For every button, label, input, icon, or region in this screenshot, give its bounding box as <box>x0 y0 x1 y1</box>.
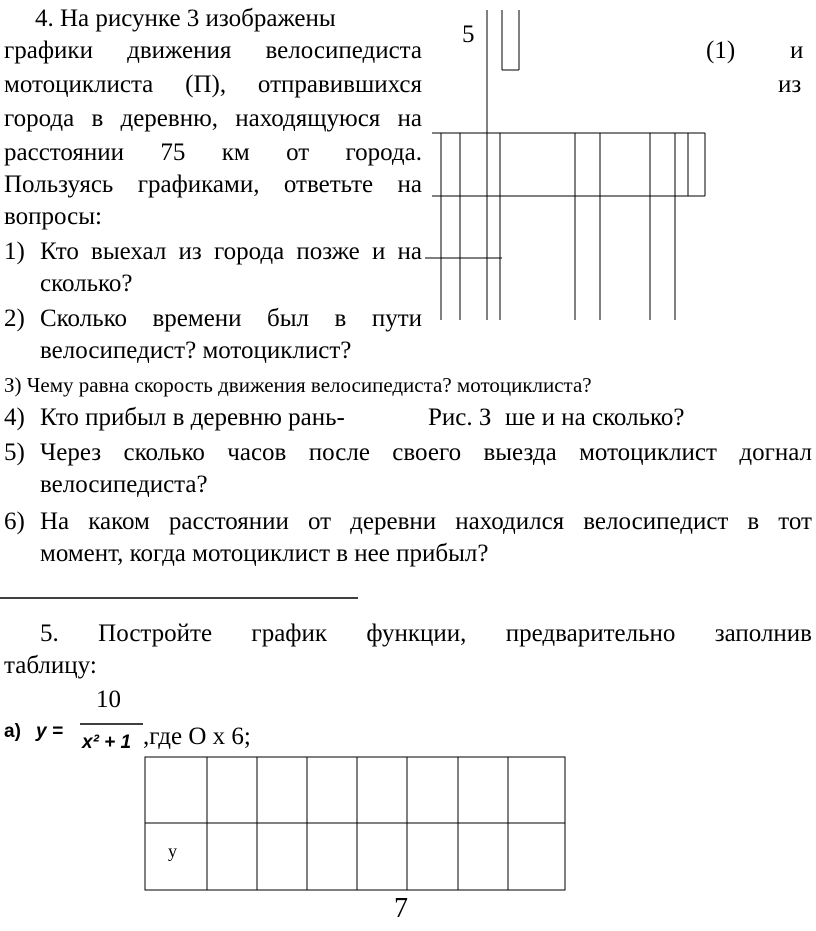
fraction-denominator: x² + 1 <box>82 732 132 753</box>
task4-line3: мотоциклиста (П), отправившихся <box>4 71 422 98</box>
q6-number: 6) <box>4 508 25 535</box>
task4-line5: расстоянии 75 км от города. <box>4 139 422 166</box>
figure-caption: Рис. З <box>428 404 492 431</box>
task4-line1: 4. На рисунке 3 изображены <box>35 5 336 32</box>
figure-axis-label: 5 <box>462 21 475 48</box>
q3-text: З) Чему равна скорость движения велосипедиста? мотоциклиста? <box>4 373 592 397</box>
task4-line6: Пользуясь графиками, ответьте на <box>4 171 422 198</box>
page-number: 7 <box>394 893 408 924</box>
q2-line2: велосипедист? мотоциклист? <box>40 337 352 364</box>
q6-line1: На каком расстоянии от деревни находился велосипедист в тот <box>40 508 812 535</box>
task4-line7: вопросы: <box>4 203 102 230</box>
task5-item-label: а) <box>4 721 21 742</box>
q2-line1: Сколько времени был в пути <box>40 305 422 332</box>
q1-line1: Кто выехал из города позже и на <box>40 238 422 265</box>
q4-line1: Кто прибыл в деревню рань- <box>40 404 345 431</box>
q4-line1-end: ше и на сколько? <box>505 404 685 431</box>
task4-line3-right: из <box>778 71 802 98</box>
task5-line1: 5. Постройте график функции, предварительно заполнив <box>40 620 812 647</box>
task4-line2: графики движения велосипедиста <box>4 37 422 64</box>
q2-number: 2) <box>4 305 25 332</box>
q1-line2: сколько? <box>40 270 133 297</box>
q1-number: 1) <box>4 238 25 265</box>
task5-line2: таблицу: <box>4 652 97 679</box>
function-condition: ,где О x 6; <box>143 723 251 750</box>
function-lhs: y = <box>36 721 63 742</box>
task4-line2-right: (1) <box>706 37 736 64</box>
q5-line2: велосипедиста? <box>40 471 208 498</box>
task4-line4: города в деревню, находящуюся на <box>4 105 422 132</box>
q5-line1: Через сколько часов после своего выезда мотоциклист догнал <box>40 439 812 466</box>
q4-number: 4) <box>4 404 25 431</box>
task4-line2-and: и <box>790 37 804 64</box>
q6-line2: момент, когда мотоциклист в нее прибыл? <box>40 540 489 567</box>
table-row-y-label: у <box>168 841 177 861</box>
q5-number: 5) <box>4 439 25 466</box>
fraction-numerator: 10 <box>96 686 121 713</box>
